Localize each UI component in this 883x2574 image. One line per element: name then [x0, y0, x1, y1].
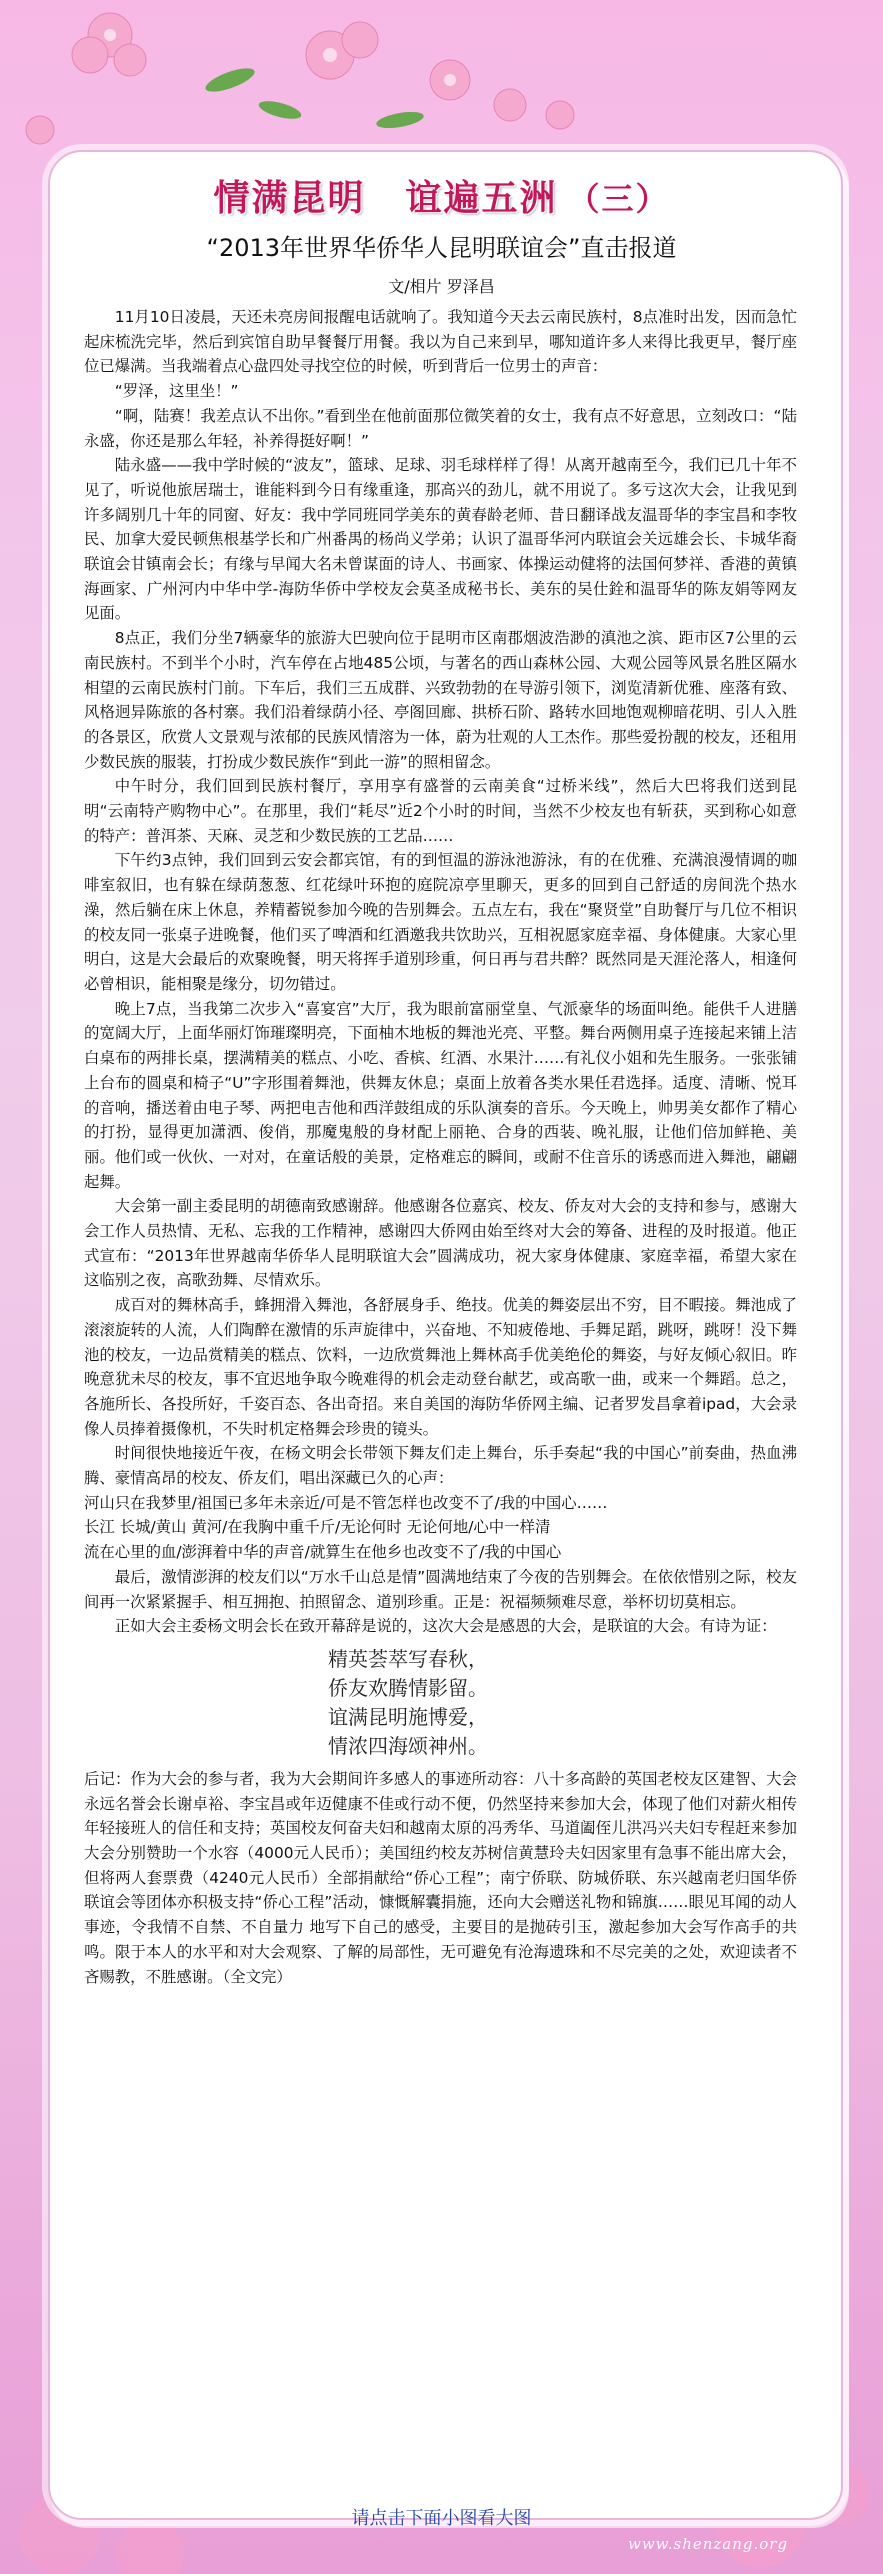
poem-line: 精英荟萃写春秋，	[328, 1646, 488, 1671]
lyrics-line: 河山只在我梦里/祖国已多年未亲近/可是不管怎样也改变不了/我的中国心……	[84, 1493, 608, 1512]
poem-line: 侨友欢腾情影留。	[328, 1675, 488, 1700]
lyrics-line: 流在心里的血/澎湃着中华的声音/就算生在他乡也改变不了/我的中国心	[84, 1543, 562, 1562]
paragraph: 下午约3点钟，我们回到云安会都宾馆，有的到恒温的游泳池游泳，有的在优雅、充满浪漫情调的咖啡室叙旧，也有躲在绿荫葱葱、红花绿叶环抱的庭院凉亭里聊天，更多的回到自己舒适的房间洗个热水澡，然后躺在床上休息，养精蓄锐参加今晚的告别舞会。五点左右，我在“聚贤堂”自助餐厅与几位不相识的校友同一张桌子进晚餐，他们买了啤酒和红酒邀我共饮助兴，互相祝愿家庭幸福、身体健康。大家心里明白，这是大会最后的欢聚晚餐，明天将挥手道别珍重，何日再与君共醉？既然同是天涯沦落人，相逢何必曾相识，能相聚是缘分，切勿错过。	[84, 851, 797, 993]
title-part-2: 谊遍五洲	[405, 177, 558, 219]
paragraph: 大会第一副主委昆明的胡德南致感谢辞。他感谢各位嘉宾、校友、侨友对大会的支持和参与，感谢大会工作人员热情、无私、忘我的工作精神，感谢四大侨网由始至终对大会的筹备、进程的及时报道。他正式宣布：“2013年世界越南华侨华人昆明联谊大会”圆满成功，祝大家身体健康、家庭幸福，希望大家在这临别之夜，高歌劲舞、尽情欢乐。	[84, 1197, 797, 1290]
title-number: （三）	[567, 180, 670, 218]
poem-line: 情浓四海颂神州。	[328, 1733, 488, 1758]
paragraph: 晚上7点，当我第二次步入“喜宴宫”大厅，我为眼前富丽堂皇、气派豪华的场面叫绝。能供千人进膳的宽阔大厅，上面华丽灯饰璀璨明亮，下面柚木地板的舞池光亮、平整。舞台两侧用桌子连接起来铺上洁白桌布的两排长桌，摆满精美的糕点、小吃、香槟、红酒、水果汁……有礼仪小姐和先生服务。一张张铺上台布的圆桌和椅子“U”字形围着舞池，供舞友休息；桌面上放着各类水果任君选择。适度、清晰、悦耳的音响，播送着由电子琴、两把电吉他和西洋鼓组成的乐队演奏的音乐。今天晚上，帅男美女都作了精心的打扮，显得更加潇洒、俊俏，那魔鬼般的身材配上丽艳、合身的西装、晚礼服，让他们倍加鲜艳、美丽。他们或一伙伙、一对对，在童话般的美景，定格难忘的瞬间，或耐不住音乐的诱惑而进入舞池，翩翩起舞。	[84, 999, 797, 1191]
paragraph: 中午时分，我们回到民族村餐厅，享用享有盛誉的云南美食“过桥米线”，然后大巴将我们送到昆明“云南特产购物中心”。在那里，我们“耗尽”近2个小时的时间，当然不少校友也有斩获，买到称心如意的特产：普洱茶、天麻、灵芝和少数民族的工艺品……	[84, 777, 797, 845]
article-body	[84, 305, 797, 1989]
paragraph: 陆永盛——我中学时候的“波友”，篮球、足球、羽毛球样样了得！从离开越南至今，我们已几十年不见了，听说他旅居瑞士，谁能料到今日有缘重逢，那高兴的劲儿，就不用说了。多亏这次大会，让我见到许多阔别几十年的同窗、好友：我中学同班同学美东的黄春龄老师、昔日翻译战友温哥华的李宝昌和李牧民、加拿大爱民顿焦根基学长和广州番禺的杨尚义学弟；认识了温哥华河内联谊会关远雄会长、卡城华裔联谊会甘镇南会长；有缘与早闻大名未曾谋面的诗人、书画家、体操运动健将的法国何梦祥、香港的黄镇海画家、广州河内中华中学-海防华侨中学校友会莫圣成秘书长、美东的吴仕銓和温哥华的陈友娟等网友见面。	[84, 456, 797, 623]
poem	[84, 1645, 797, 1761]
page-title	[0, 170, 883, 221]
lyrics-line: 长江 长城/黄山 黄河/在我胸中重千斤/无论何时 无论何地/心中一样清	[84, 1518, 551, 1537]
postscript: 后记：作为大会的参与者，我为大会期间许多感人的事迹所动容：八十多高龄的英国老校友区建智、大会永远名誉会长谢卓裕、李宝昌或年迈健康不佳或行动不便，仍然坚持来参加大会，体现了他们对薪火相传年轻接班人的信任和支持；英国校友何奋夫妇和越南太原的冯秀华、马道阖侄儿洪冯兴夫妇专程赶来参加大会分别赞助一个水容（4000元人民币）；美国纽约校友苏树信黄慧玲夫妇因家里有急事不能出席大会，但将两人套票费（4240元人民币）全部捐献给“侨心工程”；南宁侨联、防城侨联、东兴越南老归国华侨联谊会等团体亦积极支持“侨心工程”活动，慷慨解囊捐施，还向大会赠送礼物和锦旗……眼见耳闻的动人事迹，令我情不自禁、不自量力 地写下自己的感受，主要目的是抛砖引玉，激起参加大会写作高手的共鸣。限于本人的水平和对大会观察、了解的局部性，无可避免有沧海遗珠和不尽完美的之处，欢迎读者不吝赐教，不胜感谢。（全文完）	[84, 1769, 797, 1986]
paragraph: 正如大会主委杨文明会长在致开幕辞是说的，这次大会是感恩的大会，是联谊的大会。有诗为证：	[114, 1617, 777, 1636]
title-part-1: 情满昆明	[213, 177, 366, 219]
paragraph: 8点正，我们分坐7辆豪华的旅游大巴驶向位于昆明市区南郡烟波浩渺的滇池之滨、距市区7公里的云南民族村。不到半个小时，汽车停在占地485公顷，与著名的西山森林公园、大观公园等风景名胜区隔水相望的云南民族村门前。下车后，我们三五成群、兴致勃勃的在导游引领下，浏览清新优雅、座落有致、风格迥异陈旅的各村寨。我们沿着绿荫小径、亭阁回廊、拱桥石阶、路转水回地饱观柳暗花明、引人入胜的各景区，欣赏人文景观与浓郁的民族风情溶为一体，蔚为壮观的人工杰作。那些爱扮靓的校友，还租用少数民族的服装，打扮成少数民族作“到此一游”的照相留念。	[84, 629, 797, 771]
paragraph: “啊，陆赛！我差点认不出你。”看到坐在他前面那位微笑着的女士，我有点不好意思，立刻改口：“陆永盛，你还是那么年轻，补养得挺好啊！”	[84, 406, 797, 450]
subtitle: “2013年世界华侨华人昆明联谊会”直击报道	[206, 234, 677, 262]
paragraph: “罗泽，这里坐！”	[114, 382, 239, 401]
poem-line: 谊满昆明施博爱，	[328, 1704, 488, 1729]
site-watermark: www.shenzang.org	[628, 2535, 789, 2553]
paragraph: 成百对的舞林高手，蜂拥滑入舞池，各舒展身手、绝技。优美的舞姿层出不穷，目不暇接。舞池成了滚滚旋转的人流，人们陶醉在激情的乐声旋律中，兴奋地、不知疲倦地、手舞足蹈，跳呀，跳呀！没下舞池的校友，一边品赏精美的糕点、饮料，一边欣赏舞池上舞林高手优美绝伦的舞姿，与好友倾心叙旧。昨晚意犹未尽的校友，事不宜迟地争取今晚难得的机会走动登台献艺，或高歌一曲，或来一个舞蹈。总之，各施所长、各投所好，千姿百态、各出奇招。来自美国的海防华侨网主编、记者罗发昌拿着ipad，大会录像人员捧着摄像机，不失时机定格舞会珍贵的镜头。	[84, 1296, 797, 1438]
paragraph: 时间很快地接近午夜，在杨文明会长带领下舞友们走上舞台，乐手奏起“我的中国心”前奏曲，热血沸腾、豪情高昂的校友、侨友们，唱出深藏已久的心声：	[84, 1444, 797, 1488]
byline: 文/相片 罗泽昌	[388, 277, 495, 296]
paragraph: 最后，激情澎湃的校友们以“万水千山总是情”圆满地结束了今夜的告别舞会。在依依惜别之际，校友间再一次紧紧握手、相互拥抱、拍照留念、道别珍重。正是：祝福频频难尽意，举杯切切莫相忘。	[84, 1567, 797, 1611]
paragraph: 11月10日凌晨，天还未亮房间报醒电话就响了。我知道今天去云南民族村，8点准时出发，因而急忙起床梳洗完毕，然后到宾馆自助早餐餐厅用餐。我以为自己来到早，哪知道许多人来得比我更早，餐厅座位已爆满。当我端着点心盘四处寻找空位的时候，听到背后一位男士的声音：	[84, 308, 797, 376]
view-large-image-link[interactable]: 请点击下面小图看大图	[351, 2508, 532, 2529]
